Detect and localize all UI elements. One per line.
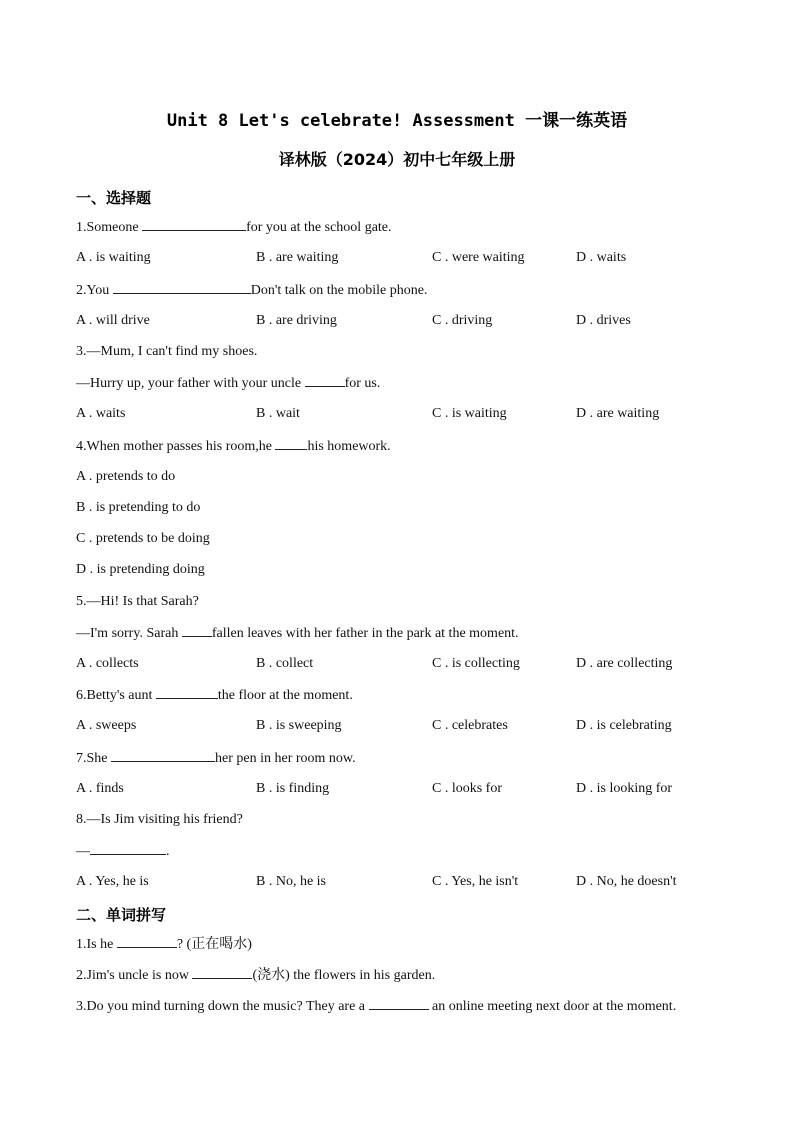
option-d: D . waits — [576, 250, 627, 265]
question-text: (浇水) the flowers in his garden. — [252, 968, 436, 983]
question-text: 6.Betty's aunt — [76, 688, 156, 703]
question-text: the floor at the moment. — [217, 688, 353, 703]
question-text: 1.Is he — [76, 937, 117, 952]
option-d: D . are waiting — [576, 406, 660, 421]
option-b: B . is pretending to do — [76, 500, 201, 515]
question-text: an online meeting next door at the moment. — [428, 999, 677, 1014]
option-c: C . Yes, he isn't — [432, 874, 519, 889]
question-text: fallen leaves with her father in the park at the moment. — [211, 626, 519, 641]
option-b: B . wait — [256, 406, 300, 421]
answer-blank — [192, 967, 252, 979]
spelling-3 — [76, 998, 676, 1015]
page-title: Unit 8 Let's celebrate! Assessment 一课一练英语 — [166, 111, 628, 131]
answer-blank — [113, 282, 251, 294]
option-d: D . drives — [576, 313, 631, 328]
option-b: B . are driving — [256, 313, 337, 328]
option-c: C . driving — [432, 313, 493, 328]
question-text: 1.Someone — [76, 220, 143, 235]
option-a: A . collects — [76, 656, 139, 671]
question-4 — [76, 438, 391, 455]
answer-blank — [111, 750, 215, 762]
question-5: 5.—Hi! Is that Sarah? — [76, 594, 199, 609]
question-6 — [76, 687, 353, 704]
question-7 — [76, 750, 356, 767]
option-c: C . looks for — [432, 781, 502, 796]
question-text: her pen in her room now. — [215, 751, 356, 766]
question-text: —Hurry up, your father with your uncle — [76, 376, 305, 391]
question-text: . — [166, 844, 170, 859]
question-5-line-2 — [76, 625, 519, 642]
question-text: 7.She — [76, 751, 111, 766]
section-heading-spelling: 二、单词拼写 — [76, 906, 167, 924]
option-c: C . were waiting — [432, 250, 525, 265]
option-c: C . is collecting — [432, 656, 520, 671]
question-text: for us. — [344, 376, 381, 391]
page-subtitle: 译林版（2024）初中七年级上册 — [278, 150, 516, 169]
answer-blank — [156, 687, 218, 699]
question-text: his homework. — [307, 439, 391, 454]
spelling-2 — [76, 967, 435, 984]
option-a: A . finds — [76, 781, 124, 796]
question-text: 3.Do you mind turning down the music? They are a — [76, 999, 369, 1014]
option-d: D . are collecting — [576, 656, 673, 671]
option-a: A . waits — [76, 406, 126, 421]
option-a: A . is waiting — [76, 250, 151, 265]
answer-blank — [117, 936, 177, 948]
answer-blank — [369, 998, 429, 1010]
option-b: B . is sweeping — [256, 718, 342, 733]
option-c: C . celebrates — [432, 718, 508, 733]
option-a: A . will drive — [76, 313, 150, 328]
option-d: D . is looking for — [576, 781, 673, 796]
question-text: 4.When mother passes his room,he — [76, 439, 276, 454]
question-text: Don't talk on the mobile phone. — [250, 283, 428, 298]
question-text: —I'm sorry. Sarah — [76, 626, 182, 641]
option-b: B . No, he is — [256, 874, 326, 889]
answer-blank — [90, 843, 166, 855]
question-3: 3.—Mum, I can't find my shoes. — [76, 344, 258, 359]
option-b: B . are waiting — [256, 250, 339, 265]
question-1 — [76, 219, 392, 236]
question-text: — — [76, 844, 90, 859]
option-b: B . is finding — [256, 781, 330, 796]
answer-blank — [305, 375, 345, 387]
option-d: D . is pretending doing — [76, 562, 205, 577]
question-text: for you at the school gate. — [246, 220, 392, 235]
question-2 — [76, 282, 427, 299]
question-8-line-2 — [76, 843, 170, 860]
option-c: C . is waiting — [432, 406, 507, 421]
option-a: A . Yes, he is — [76, 874, 149, 889]
question-text: ? (正在喝水) — [176, 937, 252, 952]
question-text: 2.Jim's uncle is now — [76, 968, 193, 983]
question-text: 2.You — [76, 283, 113, 298]
option-a: A . sweeps — [76, 718, 137, 733]
option-d: D . is celebrating — [576, 718, 672, 733]
option-d: D . No, he doesn't — [576, 874, 677, 889]
answer-blank — [142, 219, 246, 231]
answer-blank — [182, 625, 212, 637]
option-c: C . pretends to be doing — [76, 531, 210, 546]
question-8: 8.—Is Jim visiting his friend? — [76, 812, 243, 827]
answer-blank — [275, 438, 307, 450]
spelling-1 — [76, 936, 252, 953]
section-heading-choice: 一、选择题 — [76, 189, 152, 207]
option-a: A . pretends to do — [76, 469, 176, 484]
option-b: B . collect — [256, 656, 314, 671]
question-3-line-2 — [76, 375, 380, 392]
